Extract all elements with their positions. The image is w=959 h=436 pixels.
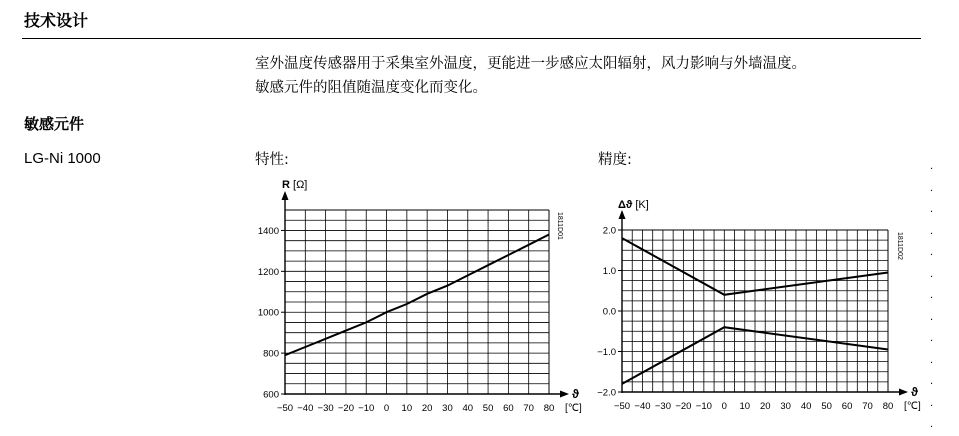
accuracy-label: 精度: xyxy=(598,152,632,168)
x-tick-label: 70 xyxy=(862,401,873,412)
y-tick-label: 1400 xyxy=(257,225,279,237)
x-axis-label: ϑ xyxy=(572,387,579,401)
y-tick-label: 600 xyxy=(263,389,279,401)
x-tick-label: 30 xyxy=(442,403,453,414)
section-title: 技术设计 xyxy=(24,11,89,30)
margin-dot: . xyxy=(930,311,934,323)
margin-dot: . xyxy=(930,268,934,280)
y-tick-label: −1.0 xyxy=(597,347,616,358)
x-tick-label: 30 xyxy=(780,401,791,412)
x-tick-label: −10 xyxy=(695,401,712,412)
y-tick-label: 0.0 xyxy=(602,306,616,318)
x-tick-label: −50 xyxy=(276,403,294,414)
x-tick-label: 40 xyxy=(462,403,474,414)
x-tick-label: 50 xyxy=(821,401,832,412)
x-tick-label: 10 xyxy=(739,401,751,412)
accuracy-chart xyxy=(597,199,921,412)
margin-dot: . xyxy=(930,161,934,172)
y-axis-arrow xyxy=(619,210,626,219)
x-tick-label: 0 xyxy=(383,403,390,414)
margin-dot: . xyxy=(930,182,934,194)
x-axis-arrow xyxy=(560,391,569,398)
figure-code: 1811D02 xyxy=(896,232,903,260)
x-tick-label: −30 xyxy=(317,403,334,414)
x-tick-label: 0 xyxy=(721,401,727,412)
x-tick-label: 70 xyxy=(523,403,534,414)
figure-code: 1811D01 xyxy=(556,212,563,240)
y-tick-label: 1200 xyxy=(257,266,279,278)
y-axis-label: R [Ω] xyxy=(282,179,308,191)
y-axis-label: Δϑ [K] xyxy=(618,199,649,211)
intro-line-2: 敏感元件的阻值随温度变化而变化。 xyxy=(255,80,487,96)
y-tick-label: 1000 xyxy=(257,307,279,319)
x-axis-unit: [℃] xyxy=(904,401,921,412)
x-tick-label: −50 xyxy=(613,401,631,412)
y-axis-arrow xyxy=(282,191,289,200)
margin-dot: . xyxy=(930,247,934,258)
y-tick-label: 2.0 xyxy=(602,225,616,237)
y-tick-label: 800 xyxy=(263,348,279,360)
x-tick-label: 40 xyxy=(800,401,812,412)
margin-dot: . xyxy=(930,354,934,366)
x-tick-label: −40 xyxy=(297,403,314,414)
y-tick-label: −2.0 xyxy=(597,387,616,399)
x-tick-label: 10 xyxy=(401,403,413,414)
x-tick-label: 20 xyxy=(421,403,433,414)
margin-dot: . xyxy=(930,290,934,301)
x-axis-unit: [℃] xyxy=(565,403,582,414)
characteristic-chart xyxy=(258,179,582,414)
intro-line-1: 室外温度传感器用于采集室外温度，更能进一步感应太阳辐射，风力影响与外墙温度。 xyxy=(255,56,806,72)
x-tick-label: −40 xyxy=(634,401,651,412)
y-tick-label: 1.0 xyxy=(602,266,616,277)
x-tick-label: 60 xyxy=(503,403,514,414)
x-tick-label: −30 xyxy=(654,401,671,412)
margin-dot: . xyxy=(930,333,934,344)
x-tick-label: −10 xyxy=(358,403,375,414)
x-tick-label: −20 xyxy=(337,403,354,414)
x-axis-label: ϑ xyxy=(911,385,918,399)
margin-dot: . xyxy=(930,376,934,387)
x-tick-label: −20 xyxy=(675,401,692,412)
margin-dot: . xyxy=(930,225,934,237)
margin-dot: . xyxy=(930,419,934,430)
element-title: 敏感元件 xyxy=(24,115,85,133)
x-tick-label: 20 xyxy=(759,401,771,412)
sensor-name: LG-Ni 1000 xyxy=(24,150,101,167)
x-axis-arrow xyxy=(899,389,908,396)
x-tick-label: 50 xyxy=(482,403,494,414)
characteristic-label: 特性: xyxy=(255,152,289,168)
series-line-1 xyxy=(285,235,549,356)
margin-dot: . xyxy=(930,204,934,215)
margin-dot: . xyxy=(930,397,934,409)
x-tick-label: 80 xyxy=(882,401,894,412)
x-tick-label: 60 xyxy=(841,401,853,412)
x-tick-label: 80 xyxy=(543,403,555,414)
